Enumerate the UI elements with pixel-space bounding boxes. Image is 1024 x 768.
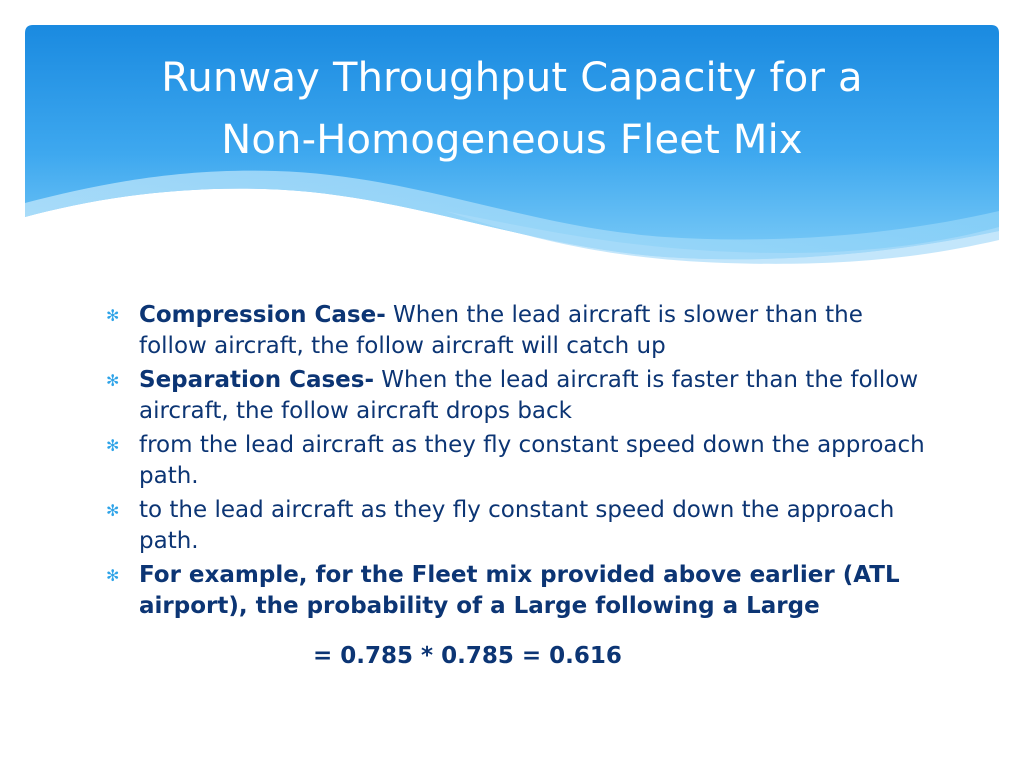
bullet-bold-text: Compression Case- <box>139 302 386 328</box>
bullet-item <box>106 300 926 362</box>
asterisk-bullet-icon: ✻ <box>106 566 120 585</box>
bullet-item <box>106 560 926 622</box>
title-banner <box>25 25 999 265</box>
bullet-text: to the lead aircraft as they fly constant speed down the approach path. <box>139 497 895 554</box>
asterisk-bullet-icon: ✻ <box>106 436 120 455</box>
bullet-list <box>106 300 926 622</box>
asterisk-bullet-icon: ✻ <box>106 306 120 325</box>
bullet-bold-text: For example, for the Fleet mix provided above earlier (ATL airport), the probability of a Large following a Large <box>139 562 900 619</box>
bullet-item <box>106 430 926 492</box>
asterisk-bullet-icon: ✻ <box>106 371 120 390</box>
bullet-item <box>106 365 926 427</box>
slide-title: Runway Throughput Capacity for a Non-Homogeneous Fleet Mix <box>161 55 863 163</box>
bullet-bold-text: Separation Cases- <box>139 367 374 393</box>
bullet-text: When the lead aircraft is slower than the follow aircraft, the follow aircraft will catch up <box>139 302 863 359</box>
bullet-text: from the lead aircraft as they fly constant speed down the approach path. <box>139 432 925 489</box>
bullet-content <box>106 300 926 625</box>
asterisk-bullet-icon: ✻ <box>106 501 120 520</box>
probability-formula: = 0.785 * 0.785 = 0.616 <box>313 643 622 669</box>
bullet-text: When the lead aircraft is faster than the follow aircraft, the follow aircraft drops back <box>139 367 919 424</box>
bullet-item <box>106 495 926 557</box>
